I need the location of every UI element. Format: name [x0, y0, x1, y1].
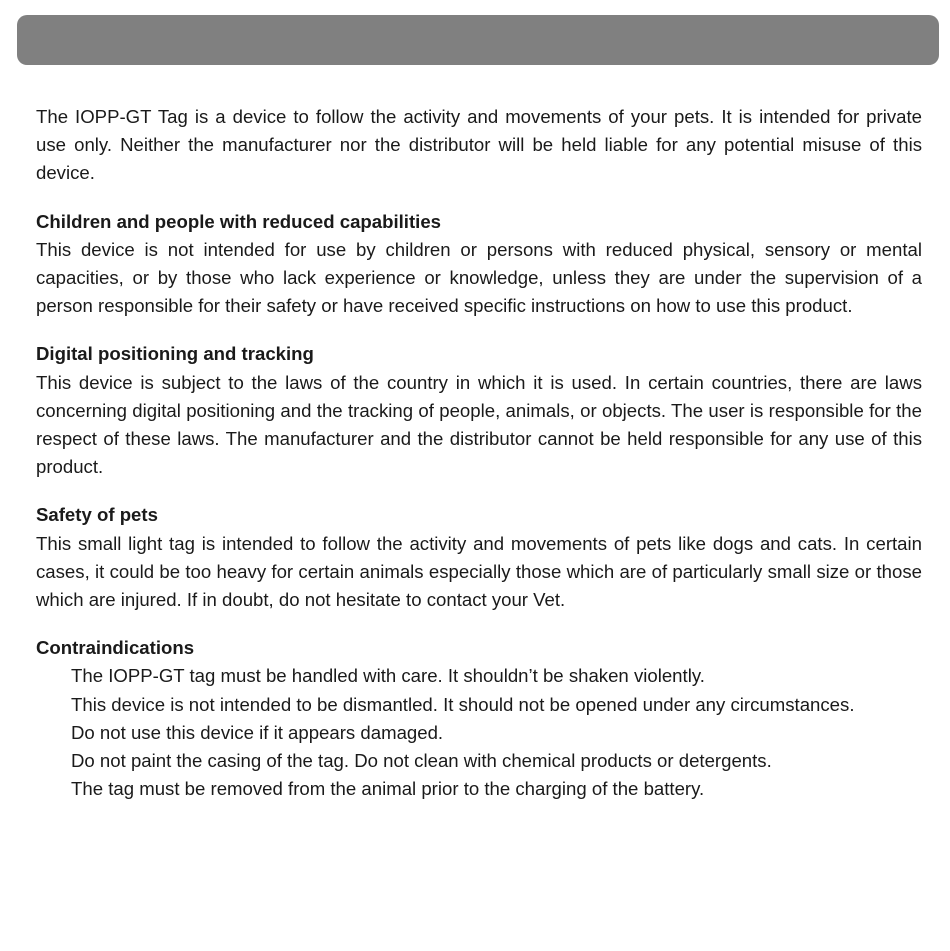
- list-item: Do not use this device if it appears damaged.: [71, 721, 444, 743]
- section-body: This small light tag is intended to follow the activity and movements of pets like dogs and cats. In certain cases, it could be too heavy for certain animals especially those which are of particularly small size or those which are injured. If in doubt, do not hesitate to contact your Vet.: [36, 532, 922, 611]
- section-body: This device is subject to the laws of the country in which it is used. In certain countries, there are laws concerning digital positioning and the tracking of people, animals, or objects. The user is responsible for the respect of these laws. The manufacturer and the distributor cannot be held responsible for any use of this product.: [36, 371, 922, 478]
- section-heading: Children and people with reduced capabilities: [36, 210, 442, 232]
- list-item: Do not paint the casing of the tag. Do not clean with chemical products or detergents.: [71, 750, 772, 772]
- intro-paragraph: The IOPP-GT Tag is a device to follow the activity and movements of your pets. It is intended for private use only. Neither the manufacturer nor the distributor will be held liable for any potential misuse of this device.: [36, 106, 922, 184]
- section-heading: Safety of pets: [36, 504, 158, 526]
- header-bar: [17, 15, 939, 65]
- section-safety-of-pets: [36, 501, 922, 614]
- section-children: [36, 208, 922, 321]
- section-digital-positioning: [36, 340, 922, 481]
- document-content: [36, 103, 922, 803]
- section-body: This device is not intended for use by children or persons with reduced physical, sensory or mental capacities, or by those who lack experience or knowledge, unless they are under the supervision of a person responsible for their safety or have received specific instructions on how to use this product.: [36, 238, 922, 317]
- list-item: The tag must be removed from the animal prior to the charging of the battery.: [71, 778, 705, 800]
- section-heading: Contraindications: [36, 637, 195, 659]
- section-contraindications: [36, 634, 922, 803]
- list-item: The IOPP-GT tag must be handled with care. It shouldn’t be shaken violently.: [71, 665, 705, 687]
- section-heading: Digital positioning and tracking: [36, 343, 314, 365]
- list-item: This device is not intended to be dismantled. It should not be opened under any circumstances.: [71, 693, 855, 715]
- contraindications-list: [36, 662, 922, 803]
